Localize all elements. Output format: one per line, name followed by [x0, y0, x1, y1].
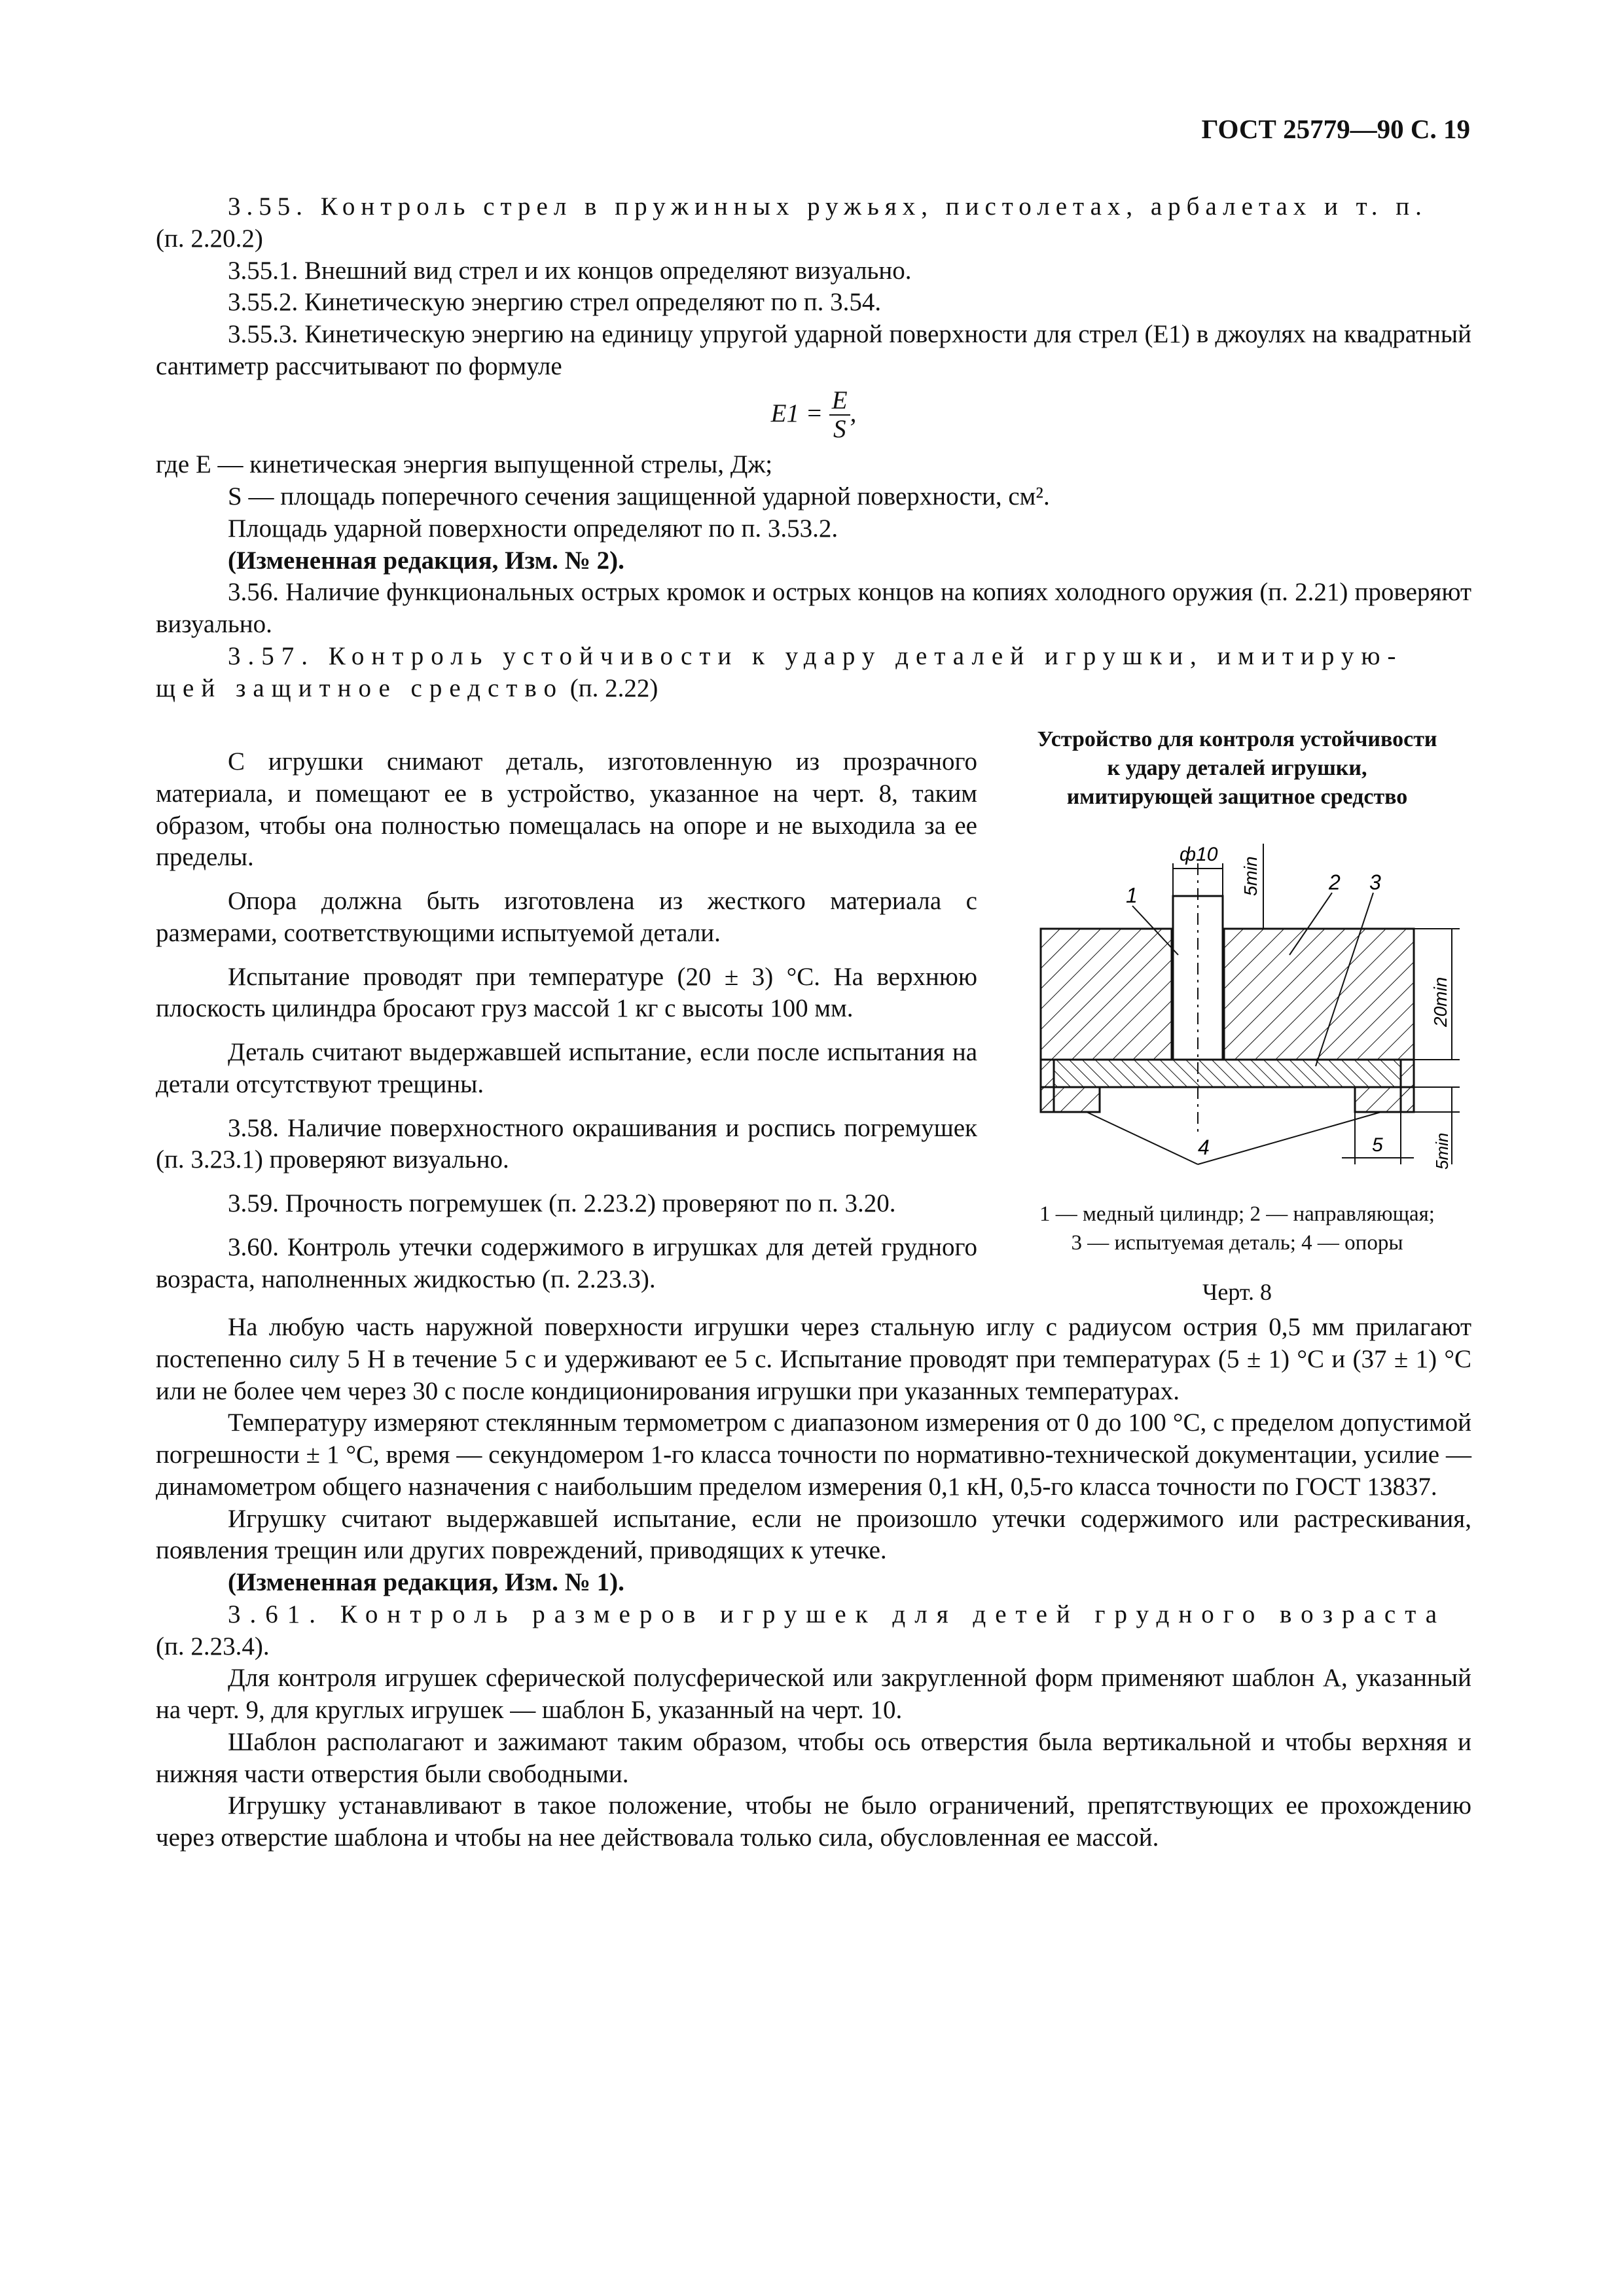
label-3: 3 [1369, 870, 1381, 894]
page-header: ГОСТ 25779—90 С. 19 [1201, 114, 1470, 144]
bottom-paragraph-3: Игрушку считают выдержавшей испытание, если не произошло утечки содержимого или растрескивания, появления трещин или других повреждений, приводящих к утечке. [156, 1504, 1471, 1565]
bottom-paragraph-1: На любую часть наружной поверхности игрушки через стальную иглу с радиусом острия 0,5 мм прилагают постепенно силу 5 Н в течение 5 с и удерживают ее 5 с. Испытание проводят при температурах (5 ± 1) °С и (37 ± 1) °С или не более чем через 30 с после кондиционирования игрушки при указанных температурах. [156, 1313, 1471, 1405]
label-5min-bottom: 5min [1432, 1132, 1452, 1170]
bottom-paragraph-5: Шаблон располагают и зажимают таким образом, чтобы ось отверстия была вертикальной и чтобы верхняя и нижняя части отверстия были свободными. [156, 1727, 1471, 1788]
formula-numerator: E [829, 387, 850, 416]
figure-caption: Черт. 8 [1202, 1278, 1272, 1305]
amendment-1: (Измененная редакция, Изм. № 1). [228, 1568, 624, 1596]
formula-fraction [829, 387, 850, 444]
clause-3-59: 3.59. Прочность погремушек (п. 2.23.2) проверяют по п. 3.20. [228, 1189, 896, 1217]
bottom-paragraph-2: Температуру измеряют стеклянным термометром с диапазоном измерения от 0 до 100 °С, с пределом допустимой погрешности ± 1 °С, время — секундомером 1-го класса точности по нормативно-технической документации, усилие — динамометром общего назначения с наибольшим пределом измерения 0,1 кН, 0,5-го класса точности по ГОСТ 13837. [156, 1408, 1471, 1501]
support-left-foot [1041, 1087, 1100, 1112]
clause-3-56: 3.56. Наличие функциональных острых кромок и острых концов на копиях холодного оружия (п. 2.21) проверяют визуально. [156, 578, 1471, 639]
label-5: 5 [1372, 1134, 1383, 1156]
device-drawing [1001, 824, 1473, 1191]
area-note: Площадь ударной поверхности определяют по п. 3.53.2. [228, 514, 838, 543]
label-4: 4 [1198, 1135, 1210, 1159]
figure-title-line-1: Устройство для контроля устойчивости [1037, 727, 1437, 751]
test-piece [1054, 1060, 1401, 1087]
top-section [156, 191, 1471, 704]
label-2: 2 [1329, 870, 1341, 894]
clause-3-55-ref: (п. 2.20.2) [156, 224, 263, 253]
formula-e1 [156, 387, 1471, 444]
clause-3-55-2: 3.55.2. Кинетическую энергию стрел определяют по п. 3.54. [228, 288, 882, 317]
label-5min-top: 5min [1240, 855, 1261, 896]
formula-lhs: E1 = [770, 399, 823, 427]
clause-3-57-heading-cont [156, 673, 1471, 705]
bottom-paragraph-4: Для контроля игрушек сферической полусферической или закругленной форм применяют шаблон А, указанный на черт. 9, для круглых игрушек — шаблон Б, указанный на черт. 10. [156, 1664, 1471, 1724]
mid-paragraph-3: Испытание проводят при температуре (20 ± 3) °С. На верхнюю плоскость цилиндра бросают груз массой 1 кг с высоты 100 мм. [156, 962, 977, 1023]
clause-3-57-heading-b: щей защитное средство [156, 673, 564, 702]
formula-denominator: S [833, 415, 846, 444]
figure-legend-line-2: 3 — испытуемая деталь; 4 — опоры [1071, 1231, 1403, 1255]
label-d10: ф10 [1180, 843, 1218, 865]
figure-8 [1001, 725, 1473, 1307]
bottom-section [156, 1312, 1471, 1854]
where-s: S — площадь поперечного сечения защищенной ударной поверхности, см². [228, 482, 1050, 511]
guide-left [1041, 929, 1172, 1060]
mid-paragraph-4: Деталь считают выдержавшей испытание, если после испытания на детали отсутствуют трещины. [156, 1038, 977, 1098]
mid-paragraph-1: С игрушки снимают деталь, изготовленную из прозрачного материала, и помещают ее в устройство, указанное на черт. 8, таким образом, чтобы она полностью помещалась на опоре и не выходила за ее пределы. [156, 747, 977, 872]
amendment-2: (Измененная редакция, Изм. № 2). [228, 546, 624, 575]
figure-legend-line-1: 1 — медный цилиндр; 2 — направляющая; [1039, 1202, 1435, 1226]
label-20min: 20min [1430, 977, 1451, 1027]
mid-paragraph-2: Опора должна быть изготовлена из жесткого материала с размерами, соответствующими испытуемой детали. [156, 887, 977, 947]
bottom-paragraph-6: Игрушку устанавливают в такое положение, чтобы не было ограничений, препятствующих ее прохождению через отверстие шаблона и чтобы на нее действовала только сила, обусловленная ее массой. [156, 1791, 1471, 1852]
clause-3-57-ref: (п. 2.22) [563, 673, 658, 702]
figure-title-line-2: к удару деталей игрушки, [1107, 756, 1367, 781]
support-right-foot [1355, 1087, 1414, 1112]
clause-3-55-3: 3.55.3. Кинетическую энергию на единицу упругой ударной поверхности для стрел (E1) в джоулях на квадратный сантиметр рассчитывают по формуле [156, 320, 1471, 380]
guide-right [1224, 929, 1414, 1060]
clause-3-57-heading: 3.57. Контроль устойчивости к удару деталей игрушки, имитирую- [228, 641, 1403, 670]
where-e: где E — кинетическая энергия выпущенной стрелы, Дж; [156, 450, 773, 479]
clause-3-61-heading: 3.61. Контроль размеров игрушек для детей грудного возраста [228, 1600, 1447, 1628]
mid-left-column [156, 746, 977, 1307]
clause-3-58: 3.58. Наличие поверхностного окрашивания и роспись погремушек (п. 3.23.1) проверяют визуально. [156, 1113, 977, 1174]
label-1: 1 [1126, 883, 1138, 907]
formula-tail: , [850, 399, 857, 427]
clause-3-61-ref: (п. 2.23.4). [156, 1632, 270, 1660]
clause-3-60: 3.60. Контроль утечки содержимого в игрушках для детей грудного возраста, наполненных жидкостью (п. 2.23.3). [156, 1232, 977, 1293]
clause-3-55-1: 3.55.1. Внешний вид стрел и их концов определяют визуально. [228, 256, 912, 285]
figure-title-line-3: имитирующей защитное средство [1066, 785, 1408, 810]
clause-3-55-heading: 3.55. Контроль стрел в пружинных ружьях, пистолетах, арбалетах и т. п. [228, 192, 1428, 221]
